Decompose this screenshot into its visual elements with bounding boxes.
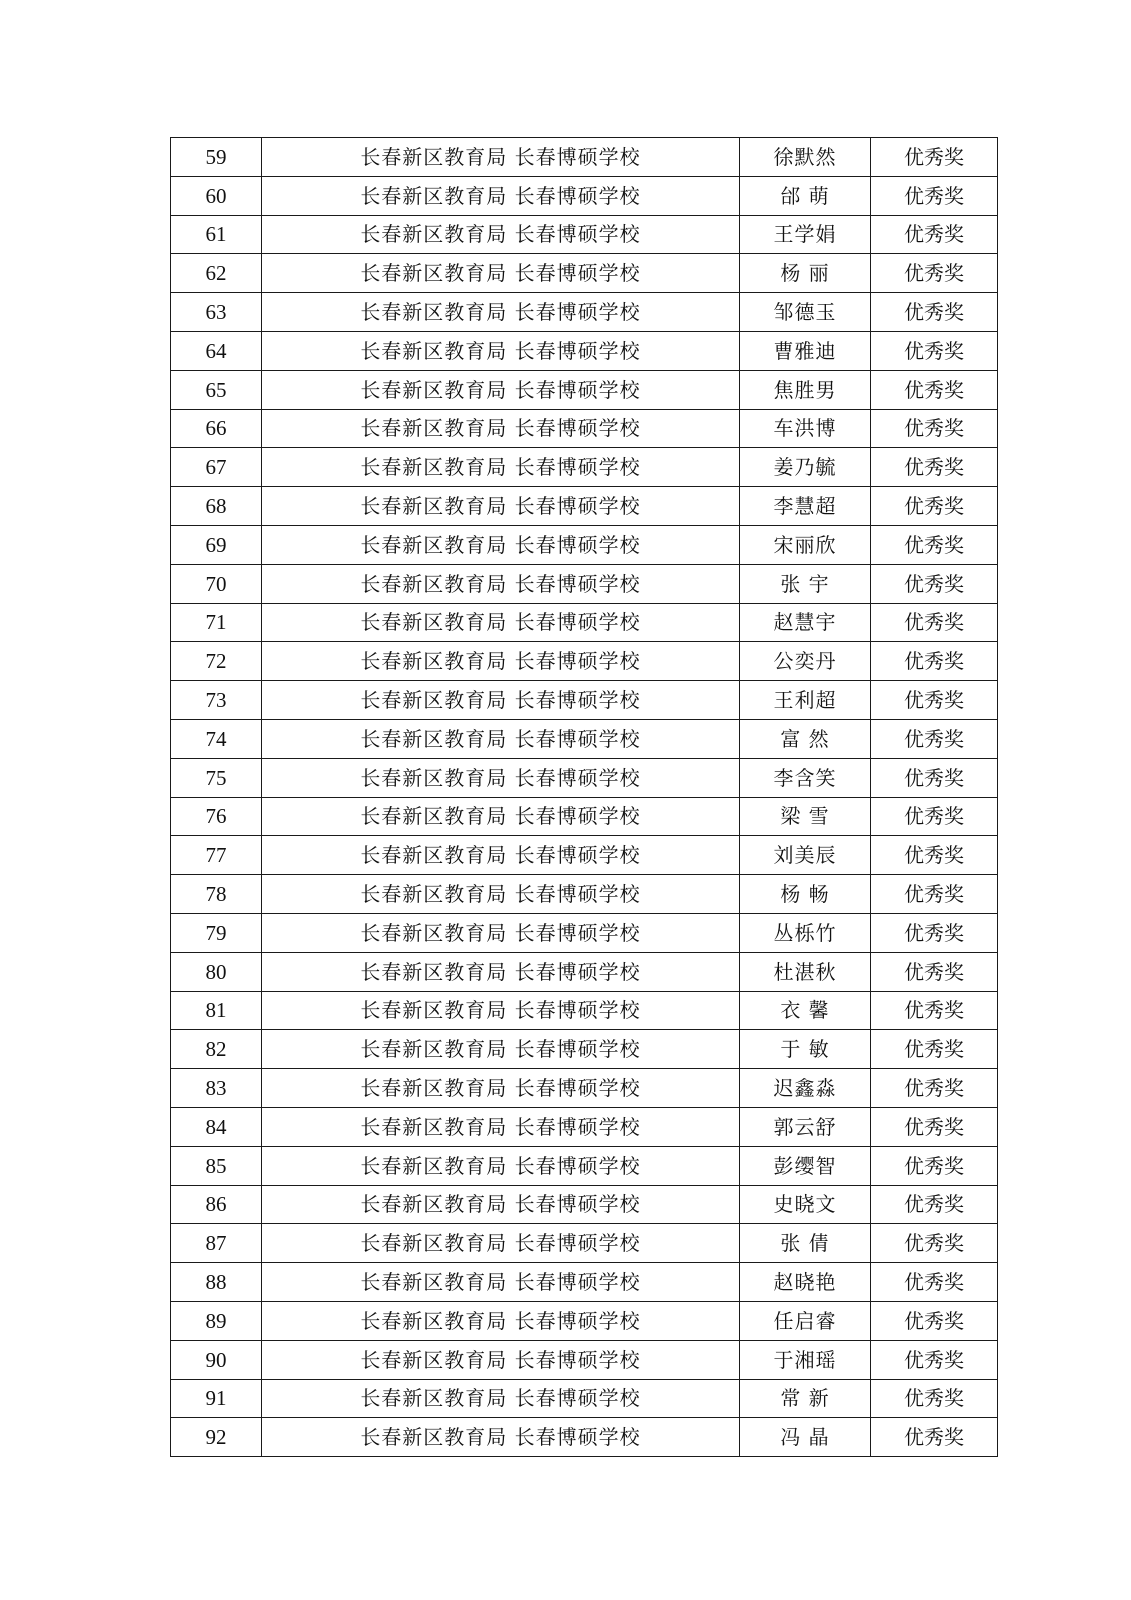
- row-number-cell: 74: [171, 719, 262, 758]
- winner-name-cell: 常 新: [740, 1379, 871, 1418]
- table-row: [171, 525, 998, 564]
- winner-name-cell: 赵慧宇: [740, 603, 871, 642]
- row-number-cell: 60: [171, 176, 262, 215]
- table-row: [171, 836, 998, 875]
- row-number-cell: 64: [171, 331, 262, 370]
- row-number-cell: 75: [171, 758, 262, 797]
- table-row: [171, 370, 998, 409]
- row-number-cell: 76: [171, 797, 262, 836]
- row-number-cell: 81: [171, 991, 262, 1030]
- winner-name-cell: 徐默然: [740, 138, 871, 177]
- row-number-cell: 69: [171, 525, 262, 564]
- row-number-cell: 80: [171, 952, 262, 991]
- table-row: [171, 681, 998, 720]
- award-level-cell: 优秀奖: [871, 603, 998, 642]
- unit-cell: 长春新区教育局 长春博硕学校: [262, 1185, 740, 1224]
- award-level-cell: 优秀奖: [871, 719, 998, 758]
- row-number-cell: 62: [171, 254, 262, 293]
- winner-name-cell: 梁 雪: [740, 797, 871, 836]
- winner-name-cell: 公奕丹: [740, 642, 871, 681]
- award-level-cell: 优秀奖: [871, 448, 998, 487]
- unit-cell: 长春新区教育局 长春博硕学校: [262, 836, 740, 875]
- award-level-cell: 优秀奖: [871, 564, 998, 603]
- table-row: [171, 1379, 998, 1418]
- winner-name-cell: 李含笑: [740, 758, 871, 797]
- row-number-cell: 88: [171, 1263, 262, 1302]
- winner-name-cell: 邹德玉: [740, 293, 871, 332]
- table-row: [171, 642, 998, 681]
- award-level-cell: 优秀奖: [871, 370, 998, 409]
- unit-cell: 长春新区教育局 长春博硕学校: [262, 991, 740, 1030]
- table-row: [171, 913, 998, 952]
- award-level-cell: 优秀奖: [871, 293, 998, 332]
- award-level-cell: 优秀奖: [871, 409, 998, 448]
- award-level-cell: 优秀奖: [871, 1146, 998, 1185]
- row-number-cell: 67: [171, 448, 262, 487]
- unit-cell: 长春新区教育局 长春博硕学校: [262, 758, 740, 797]
- unit-cell: 长春新区教育局 长春博硕学校: [262, 487, 740, 526]
- row-number-cell: 85: [171, 1146, 262, 1185]
- table-row: [171, 448, 998, 487]
- table-row: [171, 1301, 998, 1340]
- unit-cell: 长春新区教育局 长春博硕学校: [262, 409, 740, 448]
- winner-name-cell: 宋丽欣: [740, 525, 871, 564]
- award-level-cell: 优秀奖: [871, 1107, 998, 1146]
- award-level-cell: 优秀奖: [871, 487, 998, 526]
- row-number-cell: 91: [171, 1379, 262, 1418]
- table-row: [171, 564, 998, 603]
- unit-cell: 长春新区教育局 长春博硕学校: [262, 331, 740, 370]
- unit-cell: 长春新区教育局 长春博硕学校: [262, 525, 740, 564]
- award-list-body: [171, 138, 998, 1457]
- winner-name-cell: 王学娟: [740, 215, 871, 254]
- unit-cell: 长春新区教育局 长春博硕学校: [262, 176, 740, 215]
- unit-cell: 长春新区教育局 长春博硕学校: [262, 875, 740, 914]
- award-level-cell: 优秀奖: [871, 1263, 998, 1302]
- award-level-cell: 优秀奖: [871, 1030, 998, 1069]
- row-number-cell: 68: [171, 487, 262, 526]
- award-level-cell: 优秀奖: [871, 758, 998, 797]
- winner-name-cell: 彭缨智: [740, 1146, 871, 1185]
- winner-name-cell: 李慧超: [740, 487, 871, 526]
- unit-cell: 长春新区教育局 长春博硕学校: [262, 642, 740, 681]
- table-row: [171, 331, 998, 370]
- winner-name-cell: 丛栎竹: [740, 913, 871, 952]
- table-row: [171, 875, 998, 914]
- winner-name-cell: 衣 馨: [740, 991, 871, 1030]
- winner-name-cell: 姜乃毓: [740, 448, 871, 487]
- table-row: [171, 138, 998, 177]
- table-row: [171, 1185, 998, 1224]
- award-level-cell: 优秀奖: [871, 215, 998, 254]
- unit-cell: 长春新区教育局 长春博硕学校: [262, 564, 740, 603]
- winner-name-cell: 于湘瑶: [740, 1340, 871, 1379]
- winner-name-cell: 杨 丽: [740, 254, 871, 293]
- winner-name-cell: 迟鑫淼: [740, 1069, 871, 1108]
- winner-name-cell: 任启睿: [740, 1301, 871, 1340]
- winner-name-cell: 张 宇: [740, 564, 871, 603]
- row-number-cell: 70: [171, 564, 262, 603]
- award-level-cell: 优秀奖: [871, 254, 998, 293]
- award-list-table: [170, 137, 998, 1457]
- award-level-cell: 优秀奖: [871, 913, 998, 952]
- unit-cell: 长春新区教育局 长春博硕学校: [262, 448, 740, 487]
- award-level-cell: 优秀奖: [871, 1224, 998, 1263]
- award-level-cell: 优秀奖: [871, 1301, 998, 1340]
- row-number-cell: 89: [171, 1301, 262, 1340]
- winner-name-cell: 富 然: [740, 719, 871, 758]
- table-row: [171, 1340, 998, 1379]
- winner-name-cell: 冯 晶: [740, 1418, 871, 1457]
- award-level-cell: 优秀奖: [871, 176, 998, 215]
- table-row: [171, 1107, 998, 1146]
- table-row: [171, 487, 998, 526]
- unit-cell: 长春新区教育局 长春博硕学校: [262, 1069, 740, 1108]
- award-level-cell: 优秀奖: [871, 681, 998, 720]
- award-level-cell: 优秀奖: [871, 1069, 998, 1108]
- unit-cell: 长春新区教育局 长春博硕学校: [262, 1263, 740, 1302]
- unit-cell: 长春新区教育局 长春博硕学校: [262, 1340, 740, 1379]
- unit-cell: 长春新区教育局 长春博硕学校: [262, 913, 740, 952]
- winner-name-cell: 杨 畅: [740, 875, 871, 914]
- unit-cell: 长春新区教育局 长春博硕学校: [262, 1224, 740, 1263]
- unit-cell: 长春新区教育局 长春博硕学校: [262, 370, 740, 409]
- row-number-cell: 61: [171, 215, 262, 254]
- row-number-cell: 79: [171, 913, 262, 952]
- table-row: [171, 1418, 998, 1457]
- award-level-cell: 优秀奖: [871, 1185, 998, 1224]
- table-row: [171, 409, 998, 448]
- winner-name-cell: 郭云舒: [740, 1107, 871, 1146]
- award-level-cell: 优秀奖: [871, 991, 998, 1030]
- unit-cell: 长春新区教育局 长春博硕学校: [262, 254, 740, 293]
- unit-cell: 长春新区教育局 长春博硕学校: [262, 681, 740, 720]
- award-level-cell: 优秀奖: [871, 1418, 998, 1457]
- row-number-cell: 72: [171, 642, 262, 681]
- award-level-cell: 优秀奖: [871, 836, 998, 875]
- row-number-cell: 84: [171, 1107, 262, 1146]
- unit-cell: 长春新区教育局 长春博硕学校: [262, 1107, 740, 1146]
- row-number-cell: 92: [171, 1418, 262, 1457]
- table-row: [171, 1030, 998, 1069]
- row-number-cell: 63: [171, 293, 262, 332]
- table-row: [171, 719, 998, 758]
- table-row: [171, 991, 998, 1030]
- award-level-cell: 优秀奖: [871, 138, 998, 177]
- unit-cell: 长春新区教育局 长春博硕学校: [262, 1030, 740, 1069]
- row-number-cell: 82: [171, 1030, 262, 1069]
- table-row: [171, 1263, 998, 1302]
- winner-name-cell: 车洪博: [740, 409, 871, 448]
- row-number-cell: 78: [171, 875, 262, 914]
- table-row: [171, 293, 998, 332]
- award-level-cell: 优秀奖: [871, 525, 998, 564]
- winner-name-cell: 史晓文: [740, 1185, 871, 1224]
- table-row: [171, 254, 998, 293]
- unit-cell: 长春新区教育局 长春博硕学校: [262, 1301, 740, 1340]
- table-row: [171, 603, 998, 642]
- table-row: [171, 1146, 998, 1185]
- unit-cell: 长春新区教育局 长春博硕学校: [262, 797, 740, 836]
- table-row: [171, 215, 998, 254]
- row-number-cell: 65: [171, 370, 262, 409]
- row-number-cell: 66: [171, 409, 262, 448]
- unit-cell: 长春新区教育局 长春博硕学校: [262, 603, 740, 642]
- winner-name-cell: 刘美辰: [740, 836, 871, 875]
- table-row: [171, 1069, 998, 1108]
- table-row: [171, 797, 998, 836]
- unit-cell: 长春新区教育局 长春博硕学校: [262, 1418, 740, 1457]
- row-number-cell: 59: [171, 138, 262, 177]
- unit-cell: 长春新区教育局 长春博硕学校: [262, 1146, 740, 1185]
- table-row: [171, 176, 998, 215]
- award-level-cell: 优秀奖: [871, 952, 998, 991]
- row-number-cell: 73: [171, 681, 262, 720]
- winner-name-cell: 邰 萌: [740, 176, 871, 215]
- winner-name-cell: 赵晓艳: [740, 1263, 871, 1302]
- unit-cell: 长春新区教育局 长春博硕学校: [262, 1379, 740, 1418]
- unit-cell: 长春新区教育局 长春博硕学校: [262, 293, 740, 332]
- table-row: [171, 952, 998, 991]
- unit-cell: 长春新区教育局 长春博硕学校: [262, 215, 740, 254]
- unit-cell: 长春新区教育局 长春博硕学校: [262, 138, 740, 177]
- unit-cell: 长春新区教育局 长春博硕学校: [262, 719, 740, 758]
- row-number-cell: 90: [171, 1340, 262, 1379]
- row-number-cell: 87: [171, 1224, 262, 1263]
- award-level-cell: 优秀奖: [871, 1340, 998, 1379]
- row-number-cell: 77: [171, 836, 262, 875]
- award-level-cell: 优秀奖: [871, 1379, 998, 1418]
- winner-name-cell: 杜湛秋: [740, 952, 871, 991]
- winner-name-cell: 张 倩: [740, 1224, 871, 1263]
- award-level-cell: 优秀奖: [871, 642, 998, 681]
- winner-name-cell: 于 敏: [740, 1030, 871, 1069]
- table-row: [171, 758, 998, 797]
- winner-name-cell: 曹雅迪: [740, 331, 871, 370]
- winner-name-cell: 王利超: [740, 681, 871, 720]
- award-level-cell: 优秀奖: [871, 875, 998, 914]
- row-number-cell: 71: [171, 603, 262, 642]
- row-number-cell: 86: [171, 1185, 262, 1224]
- winner-name-cell: 焦胜男: [740, 370, 871, 409]
- row-number-cell: 83: [171, 1069, 262, 1108]
- award-level-cell: 优秀奖: [871, 797, 998, 836]
- award-level-cell: 优秀奖: [871, 331, 998, 370]
- unit-cell: 长春新区教育局 长春博硕学校: [262, 952, 740, 991]
- table-row: [171, 1224, 998, 1263]
